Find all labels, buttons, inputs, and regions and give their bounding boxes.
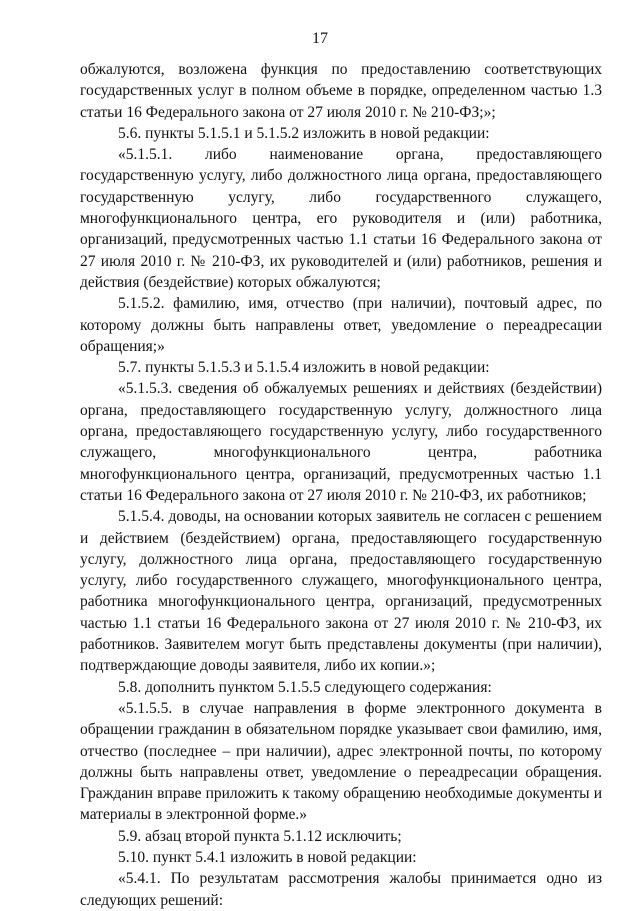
paragraph: «5.1.5.5. в случае направления в форме электронного документа в обращении гражданин в обязательном порядке указывает свои фамилию, имя, отчество (последнее – при наличии), адрес электронной почты, по которому должны быть направлены ответ, уведомление о переадресации обращения. Гражданин вправе приложить к такому обращению необходимые документы и материалы в электронной форме.»: [80, 699, 602, 824]
document-body: [80, 59, 602, 911]
paragraph: 5.8. дополнить пунктом 5.1.5.5 следующего содержания:: [118, 678, 492, 696]
paragraph: «5.4.1. По результатам рассмотрения жалобы принимается одно из следующих решений:: [80, 870, 602, 909]
page-number: 17: [312, 30, 328, 47]
paragraph: 5.9. абзац второй пункта 5.1.12 исключить;: [118, 827, 402, 845]
paragraph: 5.7. пункты 5.1.5.3 и 5.1.5.4 изложить в новой редакции:: [118, 359, 490, 377]
paragraph: 5.10. пункт 5.4.1 изложить в новой редакции:: [118, 848, 417, 866]
paragraph: «5.1.5.3. сведения об обжалуемых решениях и действиях (бездействии) органа, предоставляющего государственную услугу, должностного лица органа, предоставляющего государственную услугу, либо государственного служащего, многофункционального центра, работника многофункционального центра, организаций, предусмотренных частью 1.1 статьи 16 Федерального закона от 27 июля 2010 г. № 210-ФЗ, их работников;: [80, 380, 602, 504]
paragraph: «5.1.5.1. либо наименование органа, предоставляющего государственную услугу, либо должностного лица органа, предоставляющего государственную услугу, либо государственного служащего, многофункционального центра, его руководителя и (или) работника, организаций, предусмотренных частью 1.1 статьи 16 Федерального закона от 27 июля 2010 г. № 210-ФЗ, их руководителей и (или) работников, решения и действия (бездействие) которых обжалуются;: [80, 146, 602, 291]
paragraph: 5.6. пункты 5.1.5.1 и 5.1.5.2 изложить в новой редакции:: [118, 124, 490, 142]
paragraph: 5.1.5.4. доводы, на основании которых заявитель не согласен с решением и действием (бездействием) органа, предоставляющего государственную услугу, должностного лица органа, предоставляющего государственную услугу, либо государственного служащего, многофункционального центра, работника многофункционального центра, организаций, предусмотренных частью 1.1 статьи 16 Федерального закона от 27 июля 2010 г. № 210-ФЗ, их работников. Заявителем могут быть представлены документы (при наличии), подтверждающие доводы заявителя, либо их копии.»;: [80, 508, 602, 675]
paragraph: обжалуются, возложена функция по предоставлению соответствующих государственных услуг в полном объеме в порядке, определенном частью 1.3 статьи 16 Федерального закона от 27 июля 2010 г. № 210-ФЗ;»;: [80, 61, 602, 121]
paragraph: 5.1.5.2. фамилию, имя, отчество (при наличии), почтовый адрес, по которому должны быть направлены ответ, уведомление о переадресации обращения;»: [80, 295, 602, 355]
